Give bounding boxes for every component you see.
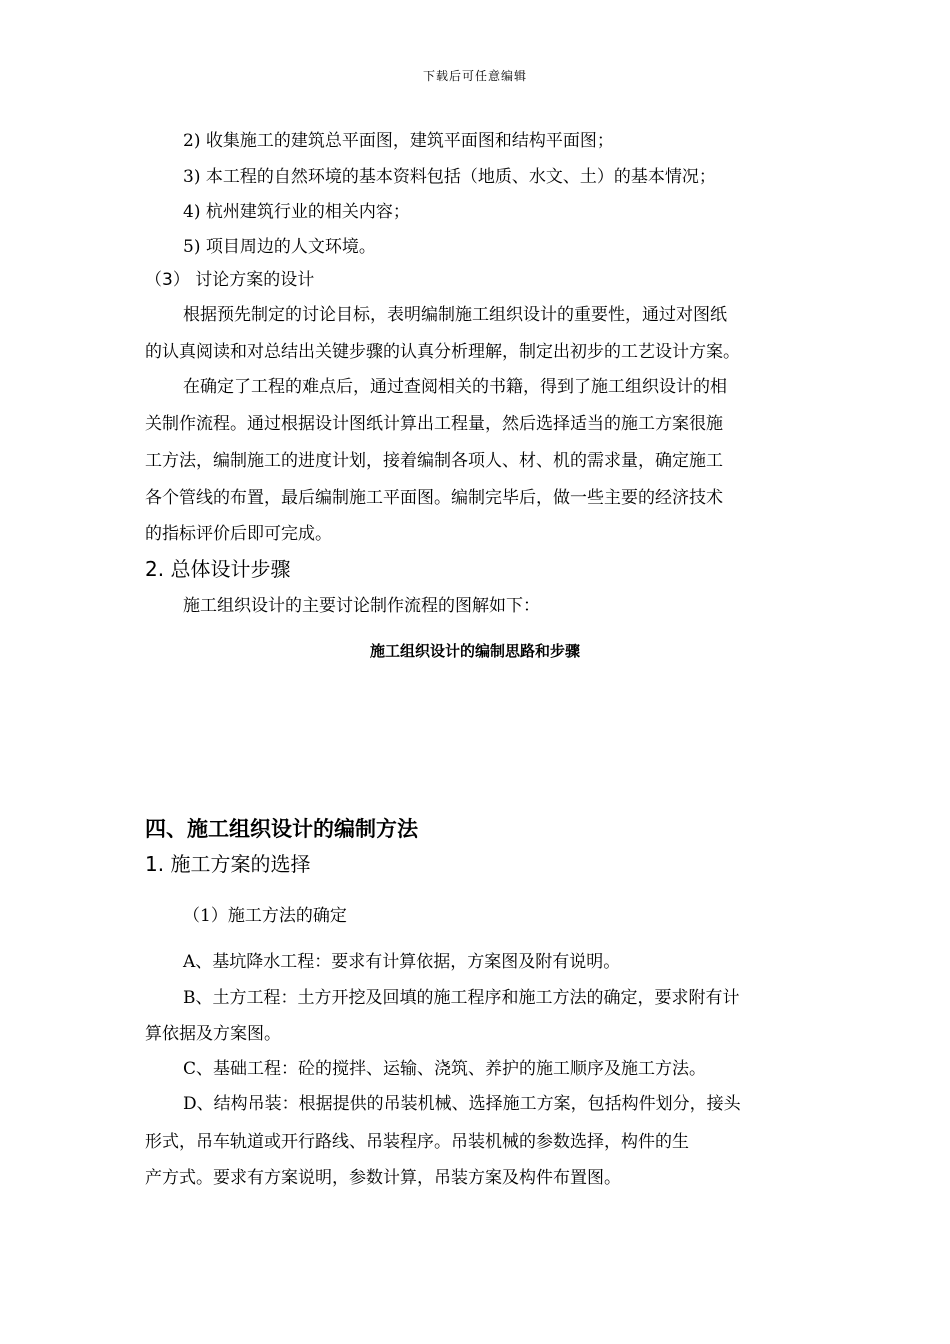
paragraph-line: 在确定了工程的难点后，通过查阅相关的书籍，得到了施工组织设计的相 xyxy=(183,377,727,397)
subsection-title: （3） 讨论方案的设计 xyxy=(145,270,315,290)
chapter-title: 四、施工组织设计的编制方法 xyxy=(145,817,418,841)
paragraph-line: 根据预先制定的讨论目标，表明编制施工组织设计的重要性，通过对图纸 xyxy=(183,305,727,325)
list-item: 5) 项目周边的人文环境。 xyxy=(183,237,376,257)
paragraph-line: 的认真阅读和对总结出关键步骤的认真分析理解，制定出初步的工艺设计方案。 xyxy=(145,342,740,362)
list-item: 3) 本工程的自然环境的基本资料包括（地质、水文、土）的基本情况； xyxy=(183,167,716,187)
figure-caption: 施工组织设计的编制思路和步骤 xyxy=(369,642,580,660)
page-header: 下载后可任意编辑 xyxy=(422,69,527,83)
paragraph-line: 各个管线的布置，最后编制施工平面图。编制完毕后，做一些主要的经济技术 xyxy=(145,488,723,508)
paragraph-line: 的指标评价后即可完成。 xyxy=(145,524,332,544)
paragraph-line: 产方式。要求有方案说明，参数计算，吊装方案及构件布置图。 xyxy=(145,1168,621,1188)
paragraph-line: 算依据及方案图。 xyxy=(145,1024,281,1044)
section-title: 1. 施工方案的选择 xyxy=(145,852,311,876)
paragraph-line: A、基坑降水工程：要求有计算依据，方案图及附有说明。 xyxy=(183,952,621,972)
section-title: 2. 总体设计步骤 xyxy=(145,557,291,581)
paragraph-line: B、土方工程：土方开挖及回填的施工程序和施工方法的确定，要求附有计 xyxy=(183,988,740,1008)
paragraph-line: 施工组织设计的主要讨论制作流程的图解如下： xyxy=(183,596,540,616)
paragraph-line: C、基础工程：砼的搅拌、运输、浇筑、养护的施工顺序及施工方法。 xyxy=(183,1059,707,1079)
list-item: 2) 收集施工的建筑总平面图，建筑平面图和结构平面图； xyxy=(183,131,614,151)
paragraph-line: D、结构吊装：根据提供的吊装机械、选择施工方案，包括构件划分，接头 xyxy=(183,1094,741,1114)
paragraph-line: 工方法，编制施工的进度计划，接着编制各项人、材、机的需求量，确定施工 xyxy=(145,451,723,471)
subsection-title: （1）施工方法的确定 xyxy=(183,906,347,926)
paragraph-line: 形式，吊车轨道或开行路线、吊装程序。吊装机械的参数选择，构件的生 xyxy=(145,1132,689,1152)
list-item: 4) 杭州建筑行业的相关内容； xyxy=(183,202,410,222)
paragraph-line: 关制作流程。通过根据设计图纸计算出工程量，然后选择适当的施工方案很施 xyxy=(145,414,723,434)
